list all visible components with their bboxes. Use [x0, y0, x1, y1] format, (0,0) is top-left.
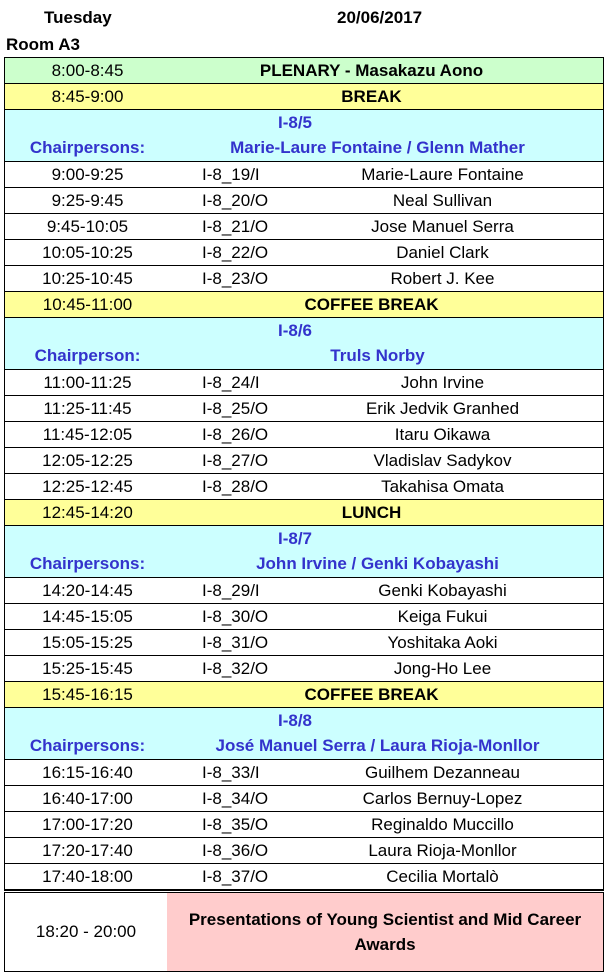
talk-code: I-8_36/O — [202, 840, 269, 860]
talk-row — [5, 265, 603, 291]
talk-code: I-8_23/O — [202, 268, 269, 288]
talk-time: 16:15-16:40 — [42, 762, 133, 782]
speaker-name: Daniel Clark — [396, 242, 489, 262]
talk-code: I-8_32/O — [202, 658, 269, 678]
speaker-name: Erik Jedvik Granhed — [365, 398, 520, 418]
talk-time: 17:40-18:00 — [42, 866, 133, 886]
chair-names: Truls Norby — [330, 346, 425, 365]
speaker-name: Reginaldo Muccillo — [371, 814, 514, 834]
talk-code: I-8_21/O — [202, 216, 269, 236]
talk-time: 17:00-17:20 — [42, 814, 133, 834]
talk-time: 10:25-10:45 — [42, 268, 133, 288]
talk-time: 9:25-9:45 — [51, 190, 124, 210]
session-header — [5, 109, 603, 135]
talk-time: 12:05-12:25 — [42, 450, 133, 470]
session-header — [5, 525, 603, 551]
plenary-title: PLENARY - Masakazu Aono — [259, 60, 484, 80]
talk-time: 9:00-9:25 — [51, 164, 124, 184]
break-title: COFFEE BREAK — [304, 294, 439, 314]
talk-time: 15:05-15:25 — [42, 632, 133, 652]
session-code: I-8/5 — [277, 112, 313, 132]
chair-label: Chairperson: — [34, 346, 141, 365]
talk-row — [5, 577, 603, 603]
awards-row — [4, 892, 604, 972]
chair-row — [5, 135, 603, 161]
talk-code: I-8_30/O — [202, 606, 269, 626]
talk-time: 11:00-11:25 — [43, 372, 132, 392]
break-row — [5, 499, 603, 525]
speaker-name: Cecilia Mortalò — [386, 866, 499, 886]
chair-row — [5, 551, 603, 577]
awards-title: Presentations of Young Scientist and Mid Career Awards — [167, 893, 603, 971]
chair-names: Marie-Laure Fontaine / Glenn Mather — [230, 138, 525, 157]
plenary-time: 8:00-8:45 — [51, 60, 124, 80]
chair-label: Chairpersons: — [29, 138, 146, 157]
date-label: 20/06/2017 — [337, 8, 423, 27]
room-label: Room A3 — [6, 35, 80, 54]
talk-row — [5, 369, 603, 395]
chair-names: John Irvine / Genki Kobayashi — [256, 554, 499, 573]
schedule-table — [4, 57, 604, 891]
talk-row — [5, 603, 603, 629]
talk-row — [5, 213, 603, 239]
talk-time: 11:25-11:45 — [43, 398, 132, 418]
speaker-name: Yoshitaka Aoki — [387, 632, 498, 652]
plenary-row — [5, 57, 603, 83]
talk-code: I-8_25/O — [202, 398, 269, 418]
talk-code: I-8_19/I — [202, 164, 260, 184]
break-row — [5, 681, 603, 707]
talk-row — [5, 655, 603, 681]
session-header — [5, 317, 603, 343]
chair-label: Chairpersons: — [29, 736, 146, 755]
session-code: I-8/8 — [277, 710, 313, 730]
speaker-name: Guilhem Dezanneau — [365, 762, 520, 782]
chair-label: Chairpersons: — [29, 554, 146, 573]
talk-code: I-8_26/O — [202, 424, 269, 444]
talk-code: I-8_35/O — [202, 814, 269, 834]
talk-row — [5, 161, 603, 187]
break-title: COFFEE BREAK — [304, 684, 439, 704]
talk-time: 9:45-10:05 — [46, 216, 129, 236]
talk-code: I-8_29/I — [202, 580, 260, 600]
talk-time: 10:05-10:25 — [42, 242, 133, 262]
break-time: 10:45-11:00 — [42, 294, 133, 314]
speaker-name: Jong-Ho Lee — [393, 658, 492, 678]
break-time: 8:45-9:00 — [51, 86, 124, 106]
talk-code: I-8_27/O — [202, 450, 269, 470]
break-time: 15:45-16:15 — [42, 684, 133, 704]
talk-code: I-8_24/I — [202, 372, 260, 392]
break-row — [5, 291, 603, 317]
talk-time: 16:40-17:00 — [42, 788, 133, 808]
speaker-name: Neal Sullivan — [392, 190, 493, 210]
session-header — [5, 707, 603, 733]
talk-row — [5, 863, 603, 889]
talk-code: I-8_34/O — [202, 788, 269, 808]
talk-row — [5, 421, 603, 447]
break-time: 12:45-14:20 — [42, 502, 133, 522]
talk-code: I-8_33/I — [202, 762, 260, 782]
session-code: I-8/6 — [277, 320, 313, 340]
speaker-name: Marie-Laure Fontaine — [361, 164, 524, 184]
speaker-name: Jose Manuel Serra — [371, 216, 514, 236]
talk-row — [5, 629, 603, 655]
chair-names: José Manuel Serra / Laura Rioja-Monllor — [215, 736, 540, 755]
talk-row — [5, 187, 603, 213]
speaker-name: Vladislav Sadykov — [373, 450, 512, 470]
talk-row — [5, 837, 603, 863]
talk-time: 14:45-15:05 — [42, 606, 133, 626]
speaker-name: John Irvine — [400, 372, 485, 392]
talk-row — [5, 785, 603, 811]
talk-time: 14:20-14:45 — [42, 580, 133, 600]
talk-row — [5, 759, 603, 785]
talk-code: I-8_20/O — [202, 190, 269, 210]
talk-code: I-8_22/O — [202, 242, 269, 262]
talk-time: 17:20-17:40 — [42, 840, 133, 860]
speaker-name: Itaru Oikawa — [394, 424, 491, 444]
chair-row — [5, 343, 603, 369]
talk-row — [5, 395, 603, 421]
talk-time: 15:25-15:45 — [42, 658, 133, 678]
break-title: BREAK — [341, 86, 402, 106]
talk-code: I-8_37/O — [202, 866, 269, 886]
awards-time: 18:20 - 20:00 — [35, 922, 137, 941]
speaker-name: Laura Rioja-Monllor — [368, 840, 517, 860]
session-code: I-8/7 — [277, 528, 313, 548]
talk-row — [5, 239, 603, 265]
talk-row — [5, 447, 603, 473]
speaker-name: Takahisa Omata — [381, 476, 504, 496]
talk-time: 11:45-12:05 — [42, 424, 133, 444]
talk-row — [5, 811, 603, 837]
speaker-name: Keiga Fukui — [397, 606, 488, 626]
chair-row — [5, 733, 603, 759]
day-label: Tuesday — [44, 8, 112, 27]
talk-row — [5, 473, 603, 499]
talk-code: I-8_31/O — [202, 632, 269, 652]
speaker-name: Robert J. Kee — [390, 268, 495, 288]
break-title: LUNCH — [341, 502, 402, 522]
speaker-name: Genki Kobayashi — [378, 580, 507, 600]
speaker-name: Carlos Bernuy-Lopez — [362, 788, 523, 808]
talk-code: I-8_28/O — [202, 476, 269, 496]
talk-time: 12:25-12:45 — [42, 476, 133, 496]
break-row — [5, 83, 603, 109]
